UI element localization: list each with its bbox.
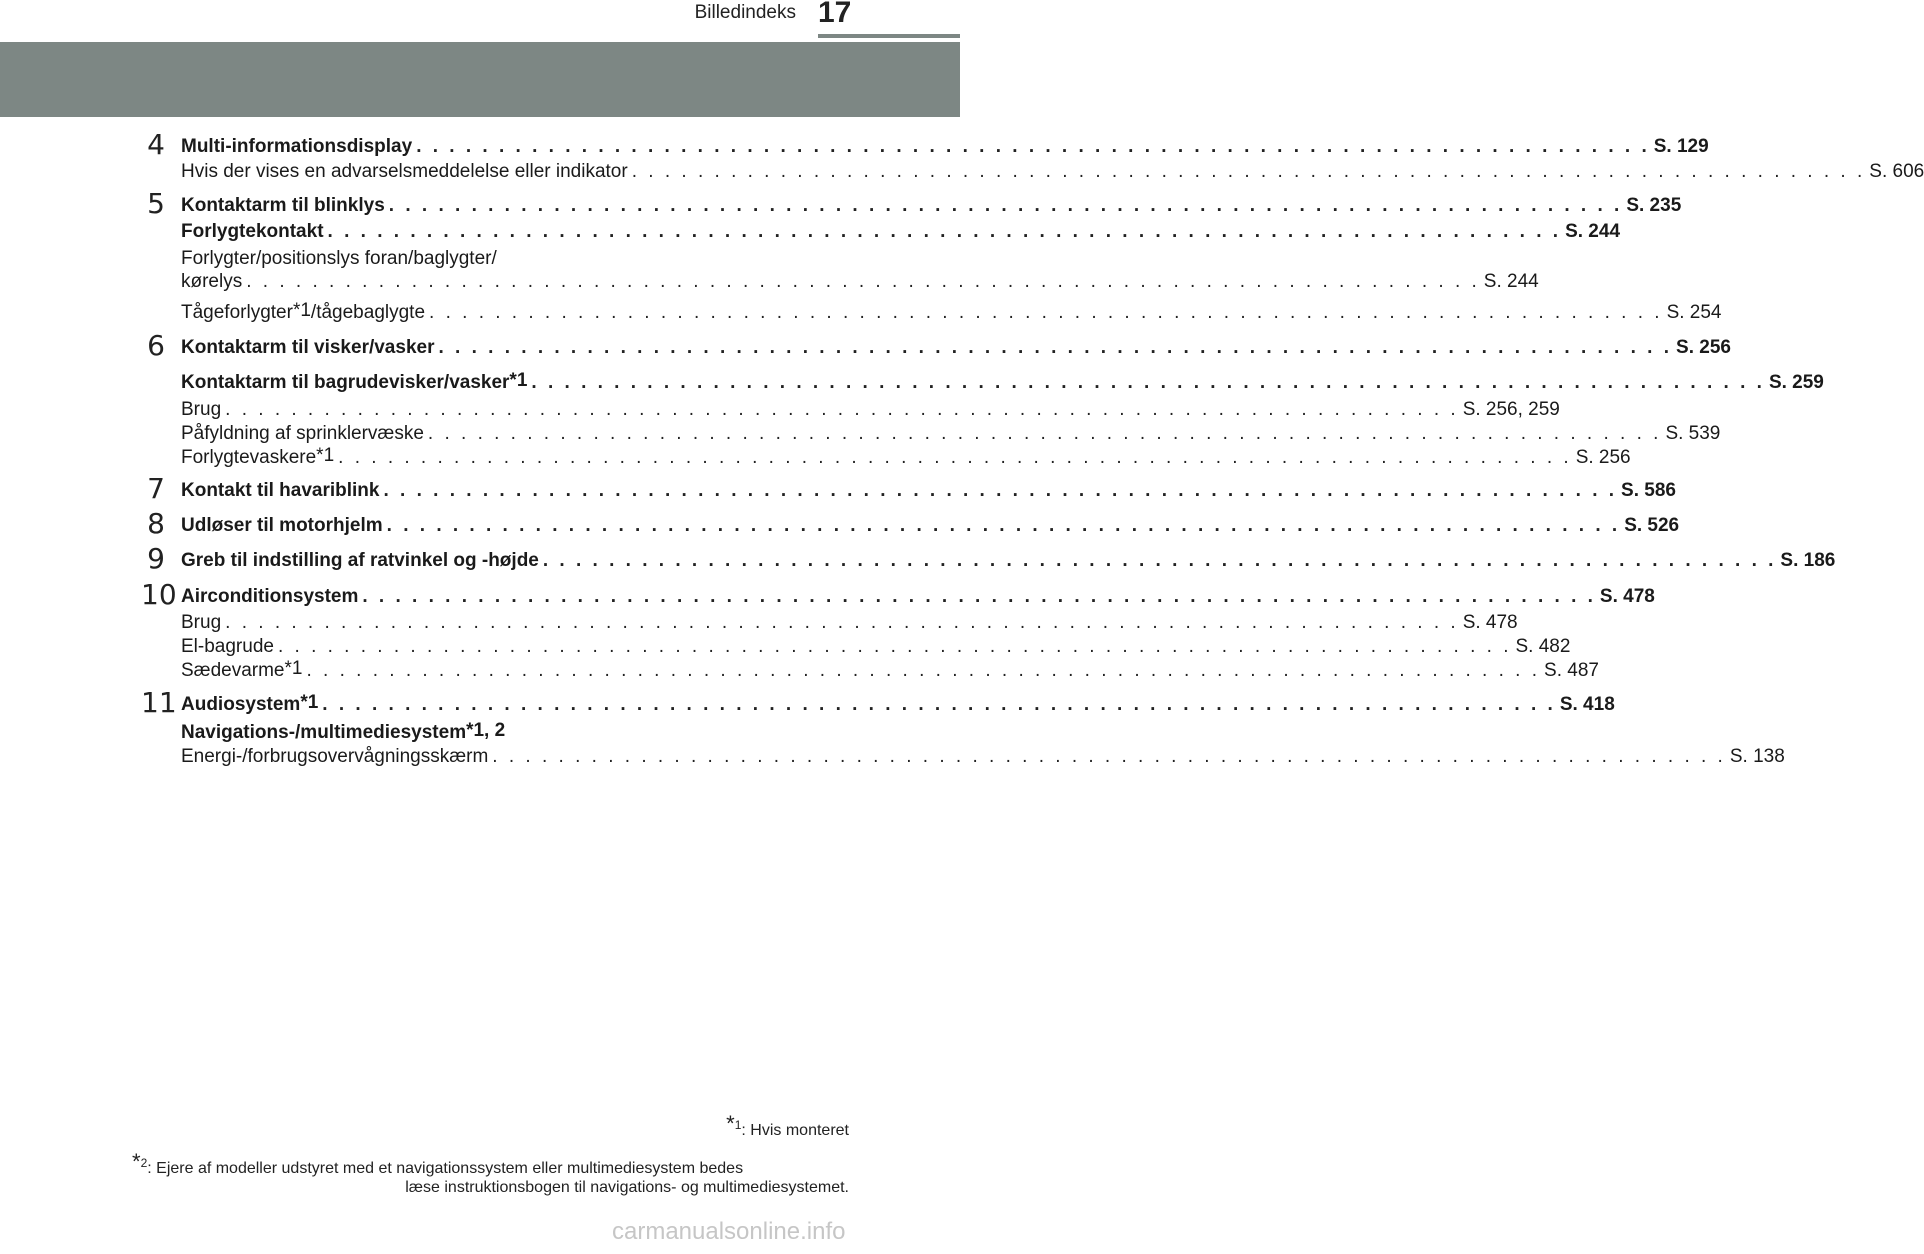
- entry-label: Brug: [181, 612, 222, 633]
- leader-dots: . . . . . . . . . . . . . . . . . . . . . . . . . . . . . . . . . . . . . . . . . . . . . . . . . . . . . . . . . . . . . . . . . . . . . . . . . . .: [306, 660, 1541, 681]
- entry-page: S. 418: [1559, 694, 1615, 715]
- index-entry[interactable]: [181, 550, 1836, 574]
- entry-page: S. 259: [1768, 372, 1824, 393]
- footnote-2-continued: læse instruktionsbogen til navigations- og multimediesystemet.: [405, 1179, 849, 1196]
- index-entry[interactable]: [181, 586, 1655, 610]
- entry-label: Navigations-/multimediesystem$^{*1, 2}$: [181, 720, 506, 743]
- leader-dots: . . . . . . . . . . . . . . . . . . . . . . . . . . . . . . . . . . . . . . . . . . . . . . . . . . . . . . . . . . . . . . . . . . . . . . . . . . .: [429, 302, 1663, 323]
- leader-dots: . . . . . . . . . . . . . . . . . . . . . . . . . . . . . . . . . . . . . . . . . . . . . . . . . . . . . . . . . . . . . . . . . . . . . . . . . . .: [438, 337, 1673, 358]
- callout-number: 8: [147, 507, 165, 540]
- index-entry[interactable]: [181, 221, 1621, 245]
- entry-page: S. 478: [1599, 586, 1655, 607]
- index-entry[interactable]: [181, 399, 1560, 423]
- entry-page: S. 254: [1666, 302, 1722, 323]
- callout-number: 6: [147, 329, 165, 362]
- footnote-marker: *1: [284, 658, 303, 679]
- index-entry[interactable]: [181, 370, 1824, 396]
- index-entry[interactable]: [181, 445, 1631, 471]
- entry-page: S. 244: [1565, 221, 1621, 242]
- entry-page: S. 256: [1676, 337, 1731, 358]
- header-rule: [818, 34, 960, 38]
- watermark: carmanualsonline.info: [612, 1218, 846, 1245]
- index-entry[interactable]: [181, 195, 1682, 219]
- footnote-marker: *1: [316, 445, 335, 466]
- entry-label: Kontakt til havariblink: [181, 480, 380, 501]
- footnote-text: : Ejere af modeller udstyret med et navigationssystem eller multimediesystem bedes: [147, 1160, 744, 1177]
- index-entry[interactable]: [181, 161, 1924, 185]
- leader-dots: . . . . . . . . . . . . . . . . . . . . . . . . . . . . . . . . . . . . . . . . . . . . . . . . . . . . . . . . . . . . . . . . . . . . . . . . . . .: [388, 195, 1623, 216]
- callout-number: 4: [147, 128, 165, 161]
- entry-label: Udløser til motorhjelm: [181, 515, 383, 536]
- entry-page: S. 482: [1515, 636, 1571, 657]
- entry-page: S. 244: [1483, 271, 1539, 292]
- index-entry: [181, 248, 811, 272]
- footnote-marker: *1: [509, 370, 528, 391]
- entry-label: Brug: [181, 399, 222, 420]
- index-entry[interactable]: [181, 612, 1518, 636]
- leader-dots: . . . . . . . . . . . . . . . . . . . . . . . . . . . . . . . . . . . . . . . . . . . . . . . . . . . . . . . . . . . . . . . . . . . . . . . . . . .: [542, 550, 1777, 571]
- entry-label: Forlygtevaskere$^{*1}$: [181, 445, 335, 468]
- entry-label: Airconditionsystem: [181, 586, 359, 607]
- index-entry[interactable]: [181, 300, 1722, 326]
- entry-label: Greb til indstilling af ratvinkel og -højde: [181, 550, 539, 571]
- entry-page: S. 539: [1665, 423, 1721, 444]
- leader-dots: . . . . . . . . . . . . . . . . . . . . . . . . . . . . . . . . . . . . . . . . . . . . . . . . . . . . . . . . . . . . . . . . . . . . . . . . . . .: [492, 746, 1726, 767]
- entry-page: S. 256: [1575, 447, 1631, 468]
- index-entry[interactable]: [181, 636, 1571, 660]
- callout-number: 7: [147, 472, 165, 505]
- callout-number: 5: [147, 187, 165, 220]
- entry-page: S. 129: [1653, 136, 1709, 157]
- leader-dots: . . . . . . . . . . . . . . . . . . . . . . . . . . . . . . . . . . . . . . . . . . . . . . . . . . . . . . . . . . . . . . . . . . . . . . . . . . .: [531, 372, 1765, 393]
- entry-label: Energi-/forbrugsovervågningsskærm: [181, 746, 489, 767]
- entry-label: Kontaktarm til blinklys: [181, 195, 385, 216]
- section-title: Billedindeks: [694, 2, 796, 23]
- index-entry[interactable]: [181, 480, 1676, 504]
- entry-label: Påfyldning af sprinklervæske: [181, 423, 424, 444]
- footnote-marker: *1: [300, 692, 319, 713]
- entry-label: Kontaktarm til bagrudevisker/vasker$^{*1}$: [181, 370, 528, 393]
- footnote-marker: *1, 2: [466, 720, 506, 741]
- footnote-marker: *1: [292, 300, 311, 321]
- entry-label: Forlygtekontakt: [181, 221, 324, 242]
- header-band: [0, 42, 960, 117]
- index-entry[interactable]: [181, 271, 1539, 295]
- footnote-star: *: [132, 1149, 141, 1174]
- footnote-1: [726, 1111, 849, 1141]
- index-entry[interactable]: [181, 515, 1680, 539]
- entry-label: Kontaktarm til visker/vasker: [181, 337, 435, 358]
- leader-dots: . . . . . . . . . . . . . . . . . . . . . . . . . . . . . . . . . . . . . . . . . . . . . . . . . . . . . . . . . . . . . . . . . . . . . . . . . . .: [386, 515, 1621, 536]
- entry-label: Audiosystem$^{*1}$: [181, 692, 319, 715]
- leader-dots: . . . . . . . . . . . . . . . . . . . . . . . . . . . . . . . . . . . . . . . . . . . . . . . . . . . . . . . . . . . . . . . . . . . . . . . . . . .: [416, 136, 1650, 157]
- entry-page: S. 586: [1621, 480, 1676, 501]
- entry-label: kørelys: [181, 271, 243, 292]
- leader-dots: . . . . . . . . . . . . . . . . . . . . . . . . . . . . . . . . . . . . . . . . . . . . . . . . . . . . . . . . . . . . . . . . . . . . . . . . . . .: [225, 399, 1459, 420]
- footnote-text: : Hvis monteret: [741, 1122, 849, 1139]
- index-entry[interactable]: [181, 692, 1615, 718]
- leader-dots: . . . . . . . . . . . . . . . . . . . . . . . . . . . . . . . . . . . . . . . . . . . . . . . . . . . . . . . . . . . . . . . . . . . . . . . . . . .: [277, 636, 1512, 657]
- index-entry[interactable]: [181, 746, 1785, 770]
- entry-label: Multi-informationsdisplay: [181, 136, 413, 157]
- callout-number: 10: [141, 578, 177, 611]
- footnote-star: *: [726, 1111, 735, 1136]
- leader-dots: . . . . . . . . . . . . . . . . . . . . . . . . . . . . . . . . . . . . . . . . . . . . . . . . . . . . . . . . . . . . . . . . . . . . . . . . . . .: [427, 423, 1662, 444]
- leader-dots: . . . . . . . . . . . . . . . . . . . . . . . . . . . . . . . . . . . . . . . . . . . . . . . . . . . . . . . . . . . . . . . . . . . . . . . . . . .: [246, 271, 1480, 292]
- index-entry[interactable]: [181, 423, 1721, 447]
- entry-label: El-bagrude: [181, 636, 274, 657]
- entry-page: S. 606: [1869, 161, 1924, 182]
- index-entry[interactable]: [181, 337, 1731, 361]
- entry-page: S. 487: [1544, 660, 1599, 681]
- entry-page: S. 235: [1626, 195, 1682, 216]
- page-number: 17: [818, 0, 852, 29]
- callout-number: 9: [147, 542, 165, 575]
- entry-page: S. 138: [1729, 746, 1785, 767]
- index-entry[interactable]: [181, 658, 1599, 684]
- entry-label: Hvis der vises en advarselsmeddelelse eller indikator: [181, 161, 628, 182]
- entry-page: S. 526: [1624, 515, 1680, 536]
- leader-dots: . . . . . . . . . . . . . . . . . . . . . . . . . . . . . . . . . . . . . . . . . . . . . . . . . . . . . . . . . . . . . . . . . . . . . . . . . . .: [225, 612, 1459, 633]
- entry-label: Forlygter/positionslys foran/baglygter/: [181, 248, 497, 269]
- leader-dots: . . . . . . . . . . . . . . . . . . . . . . . . . . . . . . . . . . . . . . . . . . . . . . . . . . . . . . . . . . . . . . . . . . . . . . . . . . .: [631, 161, 1866, 182]
- entry-page: S. 186: [1780, 550, 1836, 571]
- index-entry[interactable]: [181, 136, 1709, 160]
- callout-number: 11: [141, 686, 177, 719]
- index-entry[interactable]: [181, 722, 811, 746]
- leader-dots: . . . . . . . . . . . . . . . . . . . . . . . . . . . . . . . . . . . . . . . . . . . . . . . . . . . . . . . . . . . . . . . . . . . . . . . . . . .: [383, 480, 1618, 501]
- page-header: [0, 0, 960, 34]
- footnote-2: [132, 1149, 744, 1179]
- footnote-number: 2: [140, 1156, 148, 1170]
- leader-dots: . . . . . . . . . . . . . . . . . . . . . . . . . . . . . . . . . . . . . . . . . . . . . . . . . . . . . . . . . . . . . . . . . . . . . . . . . . .: [362, 586, 1596, 607]
- leader-dots: . . . . . . . . . . . . . . . . . . . . . . . . . . . . . . . . . . . . . . . . . . . . . . . . . . . . . . . . . . . . . . . . . . . . . . . . . . .: [322, 694, 1556, 715]
- leader-dots: . . . . . . . . . . . . . . . . . . . . . . . . . . . . . . . . . . . . . . . . . . . . . . . . . . . . . . . . . . . . . . . . . . . . . . . . . . .: [327, 221, 1562, 242]
- entry-page: S. 478: [1462, 612, 1518, 633]
- entry-label: Tågeforlygter$^{*1}$/tågebaglygte: [181, 300, 426, 323]
- leader-dots: . . . . . . . . . . . . . . . . . . . . . . . . . . . . . . . . . . . . . . . . . . . . . . . . . . . . . . . . . . . . . . . . . . . . . . . . . . .: [338, 447, 1572, 468]
- entry-label: Sædevarme$^{*1}$: [181, 658, 303, 681]
- footnote-number: 1: [734, 1118, 742, 1132]
- entry-page: S. 256, 259: [1462, 399, 1560, 420]
